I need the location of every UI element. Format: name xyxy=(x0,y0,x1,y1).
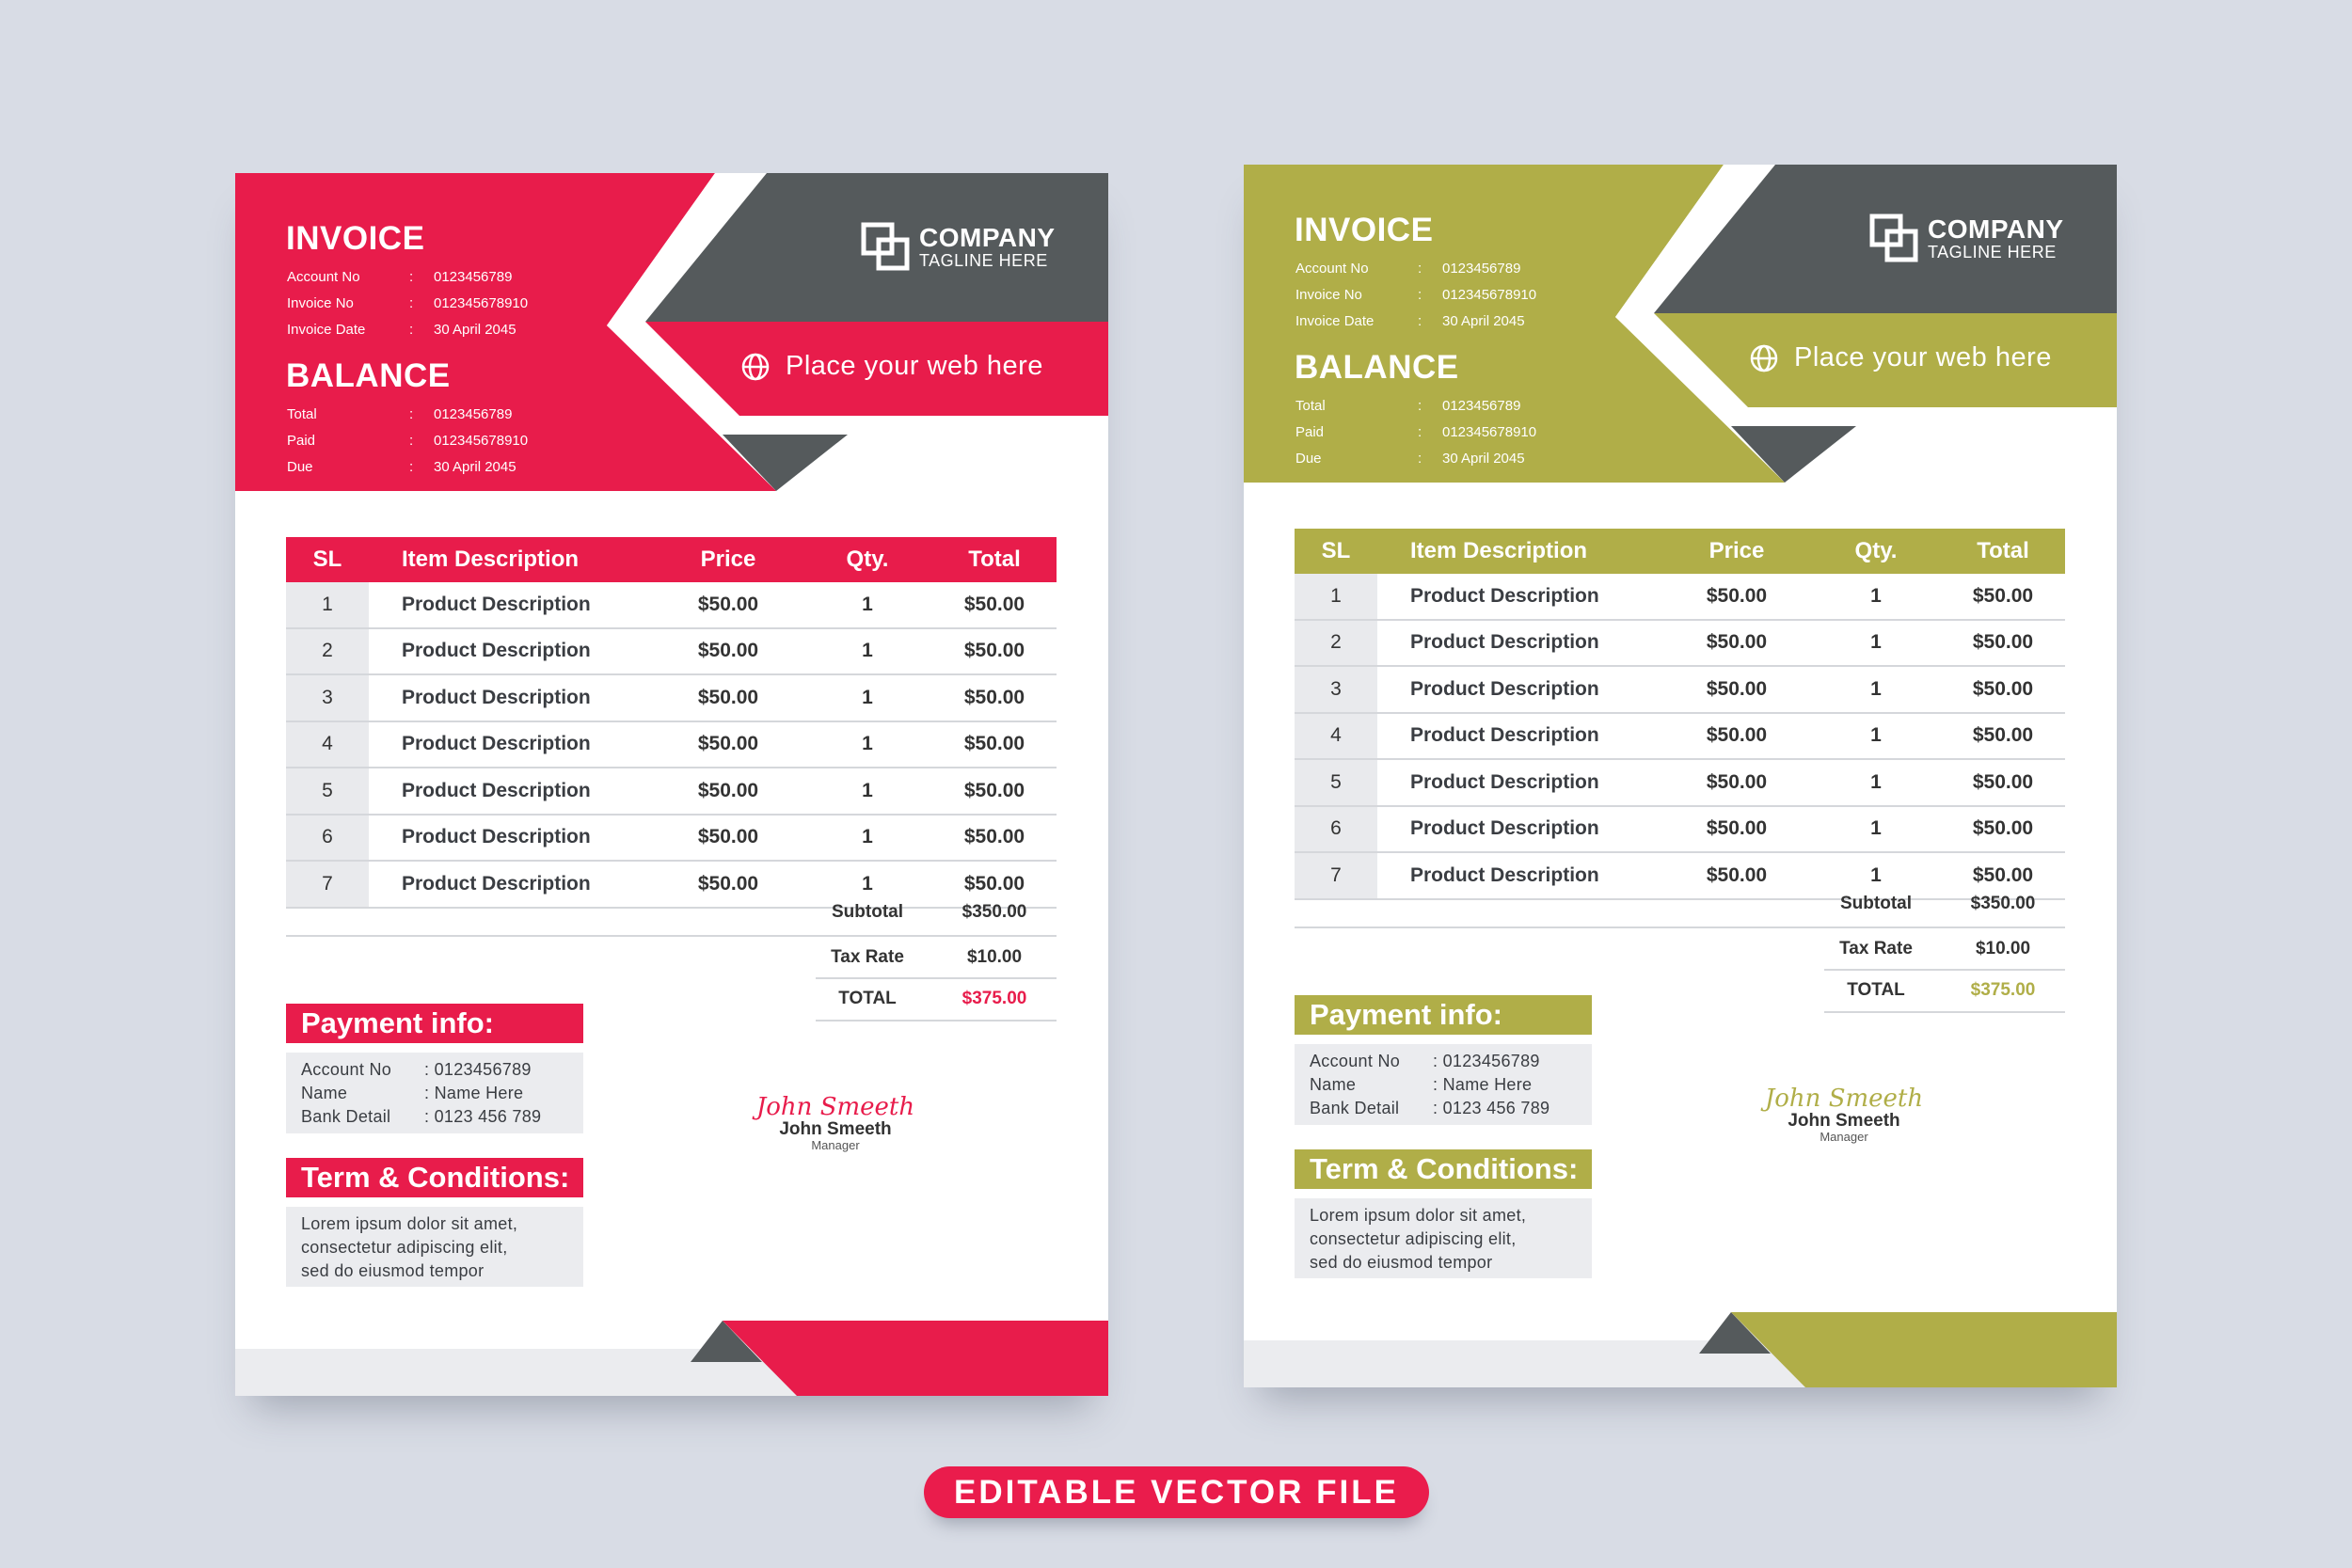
signer-name: John Smeeth xyxy=(1788,1111,1900,1131)
row-description: Product Description xyxy=(402,686,591,708)
row-sl: 1 xyxy=(322,593,333,615)
row-qty: 1 xyxy=(1870,584,1882,607)
header-price: Price xyxy=(700,546,756,572)
signature-script: John Smeeth xyxy=(755,1093,915,1121)
terms-line: consectetur adipiscing elit, xyxy=(301,1238,508,1257)
balance-meta-row xyxy=(1295,451,1578,477)
row-sl: 5 xyxy=(1330,770,1342,793)
terms-title: Term & Conditions: xyxy=(301,1161,570,1194)
payment-row xyxy=(1295,1050,1592,1073)
balance-meta-row xyxy=(287,459,569,485)
invoice-meta-row xyxy=(287,295,569,322)
row-total: $50.00 xyxy=(1972,631,2034,654)
row-description: Product Description xyxy=(402,640,591,662)
meta-separator: : xyxy=(1418,287,1422,303)
header-price: Price xyxy=(1708,538,1765,563)
payment-value: : Name Here xyxy=(1433,1075,1533,1094)
row-sl: 4 xyxy=(1330,724,1342,747)
website-text: Place your web here xyxy=(1794,342,2052,372)
row-description: Product Description xyxy=(1410,817,1599,840)
payment-value: : 0123 456 789 xyxy=(1433,1099,1550,1117)
meta-separator: : xyxy=(1418,398,1422,414)
meta-value: 0123456789 xyxy=(1442,261,1521,277)
row-qty: 1 xyxy=(862,779,873,801)
invoice-page xyxy=(1244,165,2117,1387)
row-description: Product Description xyxy=(1410,631,1599,654)
meta-separator: : xyxy=(1418,451,1422,467)
meta-separator: : xyxy=(409,459,414,475)
payment-label: Account No xyxy=(301,1060,392,1079)
table-row xyxy=(1295,667,2065,714)
meta-value: 012345678910 xyxy=(1442,424,1537,440)
table-row xyxy=(286,722,1057,769)
invoice-meta-row xyxy=(1295,287,1578,313)
row-qty: 1 xyxy=(862,826,873,848)
row-description: Product Description xyxy=(1410,770,1599,793)
signature-script: John Smeeth xyxy=(1764,1085,1924,1113)
meta-value: 30 April 2045 xyxy=(1442,313,1525,329)
total-label: TOTAL xyxy=(1847,980,1905,1000)
meta-value: 012345678910 xyxy=(434,295,529,311)
terms-box xyxy=(1295,1198,1592,1278)
total-label: TOTAL xyxy=(838,989,897,1008)
meta-value: 012345678910 xyxy=(434,433,529,449)
row-qty: 1 xyxy=(862,593,873,615)
payment-row xyxy=(1295,1073,1592,1097)
meta-separator: : xyxy=(1418,313,1422,329)
invoice-meta-row xyxy=(1295,313,1578,340)
meta-label: Invoice No xyxy=(287,295,354,311)
payment-info-box xyxy=(1295,1044,1592,1125)
payment-info-header xyxy=(286,1004,583,1043)
header-description: Item Description xyxy=(1410,538,1588,563)
signer-name: John Smeeth xyxy=(779,1119,892,1139)
company-name: COMPANY xyxy=(1928,214,2064,244)
row-qty: 1 xyxy=(1870,770,1882,793)
items-table xyxy=(1295,529,2065,900)
table-row xyxy=(286,768,1057,816)
row-description: Product Description xyxy=(402,779,591,801)
payment-label: Name xyxy=(301,1084,348,1102)
meta-label: Total xyxy=(287,406,317,422)
row-price: $50.00 xyxy=(1706,631,1768,654)
row-price: $50.00 xyxy=(697,593,759,615)
meta-value: 30 April 2045 xyxy=(434,459,516,475)
meta-label: Total xyxy=(1295,398,1326,414)
row-price: $50.00 xyxy=(1706,724,1768,747)
table-row xyxy=(286,675,1057,722)
table-row xyxy=(1295,714,2065,761)
row-sl: 3 xyxy=(1330,677,1342,700)
row-description: Product Description xyxy=(1410,863,1599,886)
invoice-meta-row xyxy=(287,322,569,348)
row-sl: 7 xyxy=(322,872,333,895)
invoice-meta-row xyxy=(1295,261,1578,287)
row-qty: 1 xyxy=(1870,863,1882,886)
row-total: $50.00 xyxy=(1972,677,2034,700)
website-row xyxy=(1749,342,2052,373)
meta-value: 30 April 2045 xyxy=(434,322,516,338)
header-total: Total xyxy=(968,546,1021,572)
company-logo xyxy=(861,222,1056,271)
meta-value: 30 April 2045 xyxy=(1442,451,1525,467)
row-sl: 3 xyxy=(322,686,333,708)
table-row xyxy=(286,582,1057,629)
row-qty: 1 xyxy=(862,733,873,755)
total-value: $375.00 xyxy=(961,989,1027,1008)
divider xyxy=(286,935,1057,937)
balance-meta-row xyxy=(287,433,569,459)
row-description: Product Description xyxy=(402,593,591,615)
payment-value: : Name Here xyxy=(424,1084,524,1102)
payment-label: Name xyxy=(1310,1075,1357,1094)
row-total: $50.00 xyxy=(963,826,1025,848)
row-price: $50.00 xyxy=(1706,770,1768,793)
payment-row xyxy=(286,1105,583,1129)
meta-value: 012345678910 xyxy=(1442,287,1537,303)
terms-header xyxy=(286,1158,583,1197)
row-total: $50.00 xyxy=(963,640,1025,662)
balance-meta-row xyxy=(287,406,569,433)
subtotal-value: $350.00 xyxy=(961,902,1027,922)
row-description: Product Description xyxy=(1410,677,1599,700)
editable-vector-banner: EDITABLE VECTOR FILE xyxy=(924,1466,1429,1518)
header-sl: SL xyxy=(1321,538,1351,563)
table-header xyxy=(1295,529,2065,574)
divider xyxy=(1824,969,2065,971)
payment-info-header xyxy=(1295,995,1592,1035)
row-sl: 2 xyxy=(322,640,333,662)
payment-value: : 0123 456 789 xyxy=(424,1107,542,1126)
signer-role: Manager xyxy=(811,1138,860,1152)
row-qty: 1 xyxy=(1870,677,1882,700)
invoice-title: INVOICE xyxy=(286,220,425,257)
row-qty: 1 xyxy=(1870,817,1882,840)
items-table xyxy=(286,537,1057,909)
row-price: $50.00 xyxy=(1706,584,1768,607)
row-qty: 1 xyxy=(862,872,873,895)
row-description: Product Description xyxy=(402,826,591,848)
invoice-title: INVOICE xyxy=(1295,212,1434,248)
terms-line: consectetur adipiscing elit, xyxy=(1310,1229,1517,1248)
meta-label: Invoice Date xyxy=(287,322,366,338)
company-tagline: TAGLINE HERE xyxy=(1928,242,2057,261)
row-sl: 6 xyxy=(1330,817,1342,840)
subtotal-value: $350.00 xyxy=(1970,894,2036,913)
table-row xyxy=(1295,574,2065,621)
row-price: $50.00 xyxy=(697,686,759,708)
company-tagline: TAGLINE HERE xyxy=(919,250,1048,270)
table-row xyxy=(1295,760,2065,807)
row-price: $50.00 xyxy=(697,872,759,895)
row-total: $50.00 xyxy=(1972,863,2034,886)
signature-block xyxy=(741,1093,930,1152)
payment-label: Account No xyxy=(1310,1052,1401,1070)
terms-line: Lorem ipsum dolor sit amet, xyxy=(301,1214,518,1233)
meta-value: 0123456789 xyxy=(434,406,513,422)
meta-separator: : xyxy=(409,269,414,285)
meta-separator: : xyxy=(409,433,414,449)
invoice-page xyxy=(235,173,1108,1396)
tax-value: $10.00 xyxy=(966,947,1023,967)
meta-value: 0123456789 xyxy=(1442,398,1521,414)
terms-header xyxy=(1295,1149,1592,1189)
row-description: Product Description xyxy=(1410,724,1599,747)
website-text: Place your web here xyxy=(786,351,1043,381)
company-logo xyxy=(1869,214,2064,262)
table-row xyxy=(1295,807,2065,854)
meta-label: Account No xyxy=(287,269,360,285)
divider xyxy=(1295,927,2065,928)
row-total: $50.00 xyxy=(1972,584,2034,607)
row-sl: 7 xyxy=(1330,863,1342,886)
meta-label: Paid xyxy=(1295,424,1325,440)
meta-separator: : xyxy=(409,322,414,338)
meta-label: Invoice Date xyxy=(1295,313,1375,329)
subtotal-label: Subtotal xyxy=(1840,894,1912,913)
tax-label: Tax Rate xyxy=(1839,939,1913,958)
payment-info-title: Payment info: xyxy=(301,1006,494,1039)
tax-label: Tax Rate xyxy=(831,947,904,967)
header-qty: Qty. xyxy=(1854,538,1898,563)
row-qty: 1 xyxy=(862,640,873,662)
payment-info-title: Payment info: xyxy=(1310,998,1502,1031)
header-total: Total xyxy=(1977,538,2029,563)
tax-value: $10.00 xyxy=(1975,939,2031,958)
terms-title: Term & Conditions: xyxy=(1310,1152,1579,1185)
row-total: $50.00 xyxy=(963,593,1025,615)
payment-info-box xyxy=(286,1053,583,1133)
row-qty: 1 xyxy=(862,686,873,708)
row-total: $50.00 xyxy=(963,872,1025,895)
meta-label: Paid xyxy=(287,433,316,449)
meta-label: Due xyxy=(287,459,313,475)
meta-label: Account No xyxy=(1295,261,1369,277)
total-value: $375.00 xyxy=(1970,980,2036,1000)
terms-line: sed do eiusmod tempor xyxy=(1310,1253,1493,1272)
row-sl: 5 xyxy=(322,779,333,801)
row-total: $50.00 xyxy=(1972,724,2034,747)
table-row xyxy=(286,816,1057,863)
invoice-meta xyxy=(287,269,569,348)
row-qty: 1 xyxy=(1870,724,1882,747)
row-price: $50.00 xyxy=(1706,863,1768,886)
globe-icon xyxy=(1749,343,1779,373)
table-row xyxy=(1295,621,2065,668)
row-description: Product Description xyxy=(402,733,591,755)
logo-squares-icon xyxy=(861,222,910,271)
row-qty: 1 xyxy=(1870,631,1882,654)
meta-separator: : xyxy=(1418,424,1422,440)
invoice-meta-row xyxy=(287,269,569,295)
payment-value: : 0123456789 xyxy=(1433,1052,1540,1070)
balance-title: BALANCE xyxy=(286,357,451,394)
meta-separator: : xyxy=(409,295,414,311)
globe-icon xyxy=(740,352,771,382)
row-price: $50.00 xyxy=(1706,817,1768,840)
invoice-meta xyxy=(1295,261,1578,340)
row-sl: 1 xyxy=(1330,584,1342,607)
payment-row xyxy=(286,1082,583,1105)
subtotal-label: Subtotal xyxy=(832,902,903,922)
balance-meta-row xyxy=(1295,424,1578,451)
table-row xyxy=(286,862,1057,909)
row-price: $50.00 xyxy=(697,826,759,848)
row-total: $50.00 xyxy=(1972,817,2034,840)
balance-title: BALANCE xyxy=(1295,349,1459,386)
balance-meta xyxy=(1295,398,1578,477)
website-row xyxy=(740,351,1043,382)
company-name: COMPANY xyxy=(919,222,1056,252)
row-price: $50.00 xyxy=(697,779,759,801)
table-row xyxy=(1295,853,2065,900)
terms-line: Lorem ipsum dolor sit amet, xyxy=(1310,1206,1527,1225)
payment-value: : 0123456789 xyxy=(424,1060,532,1079)
row-total: $50.00 xyxy=(963,686,1025,708)
meta-label: Invoice No xyxy=(1295,287,1362,303)
divider xyxy=(816,977,1057,979)
row-description: Product Description xyxy=(1410,584,1599,607)
balance-meta xyxy=(287,406,569,485)
row-price: $50.00 xyxy=(697,733,759,755)
payment-row xyxy=(1295,1097,1592,1120)
row-price: $50.00 xyxy=(1706,677,1768,700)
balance-meta-row xyxy=(1295,398,1578,424)
table-header xyxy=(286,537,1057,582)
header-qty: Qty. xyxy=(846,546,889,572)
payment-row xyxy=(286,1058,583,1082)
row-sl: 2 xyxy=(1330,631,1342,654)
row-total: $50.00 xyxy=(963,733,1025,755)
payment-label: Bank Detail xyxy=(1310,1099,1400,1117)
signature-block xyxy=(1750,1085,1938,1144)
signer-role: Manager xyxy=(1820,1130,1868,1144)
payment-label: Bank Detail xyxy=(301,1107,391,1126)
header-description: Item Description xyxy=(402,546,580,572)
row-total: $50.00 xyxy=(1972,770,2034,793)
divider xyxy=(816,1020,1057,1022)
meta-separator: : xyxy=(409,406,414,422)
header-sl: SL xyxy=(312,546,342,572)
row-total: $50.00 xyxy=(963,779,1025,801)
row-description: Product Description xyxy=(402,872,591,895)
terms-line: sed do eiusmod tempor xyxy=(301,1261,485,1280)
row-sl: 4 xyxy=(322,733,333,755)
logo-squares-icon xyxy=(1869,214,1918,262)
meta-label: Due xyxy=(1295,451,1322,467)
terms-box xyxy=(286,1207,583,1287)
row-price: $50.00 xyxy=(697,640,759,662)
meta-value: 0123456789 xyxy=(434,269,513,285)
table-row xyxy=(286,629,1057,676)
divider xyxy=(1824,1011,2065,1013)
meta-separator: : xyxy=(1418,261,1422,277)
row-sl: 6 xyxy=(322,826,333,848)
